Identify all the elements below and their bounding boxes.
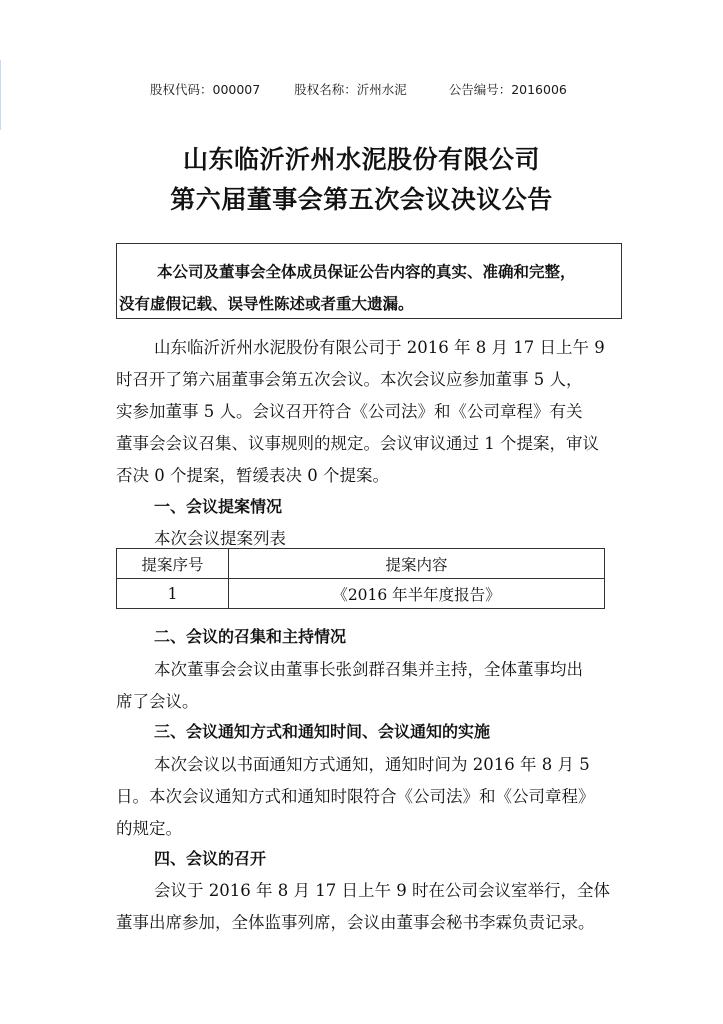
proposal-table (116, 548, 605, 609)
column-header-content: 提案内容 (229, 549, 605, 579)
intro-line-4: 董事会会议召集、议事规则的规定。会议审议通过 1 个提案，审议 (116, 434, 599, 453)
section-3-heading: 三、会议通知方式和通知时间、会议通知的实施 (154, 722, 491, 741)
intro-line-2: 时召开了第六届董事会第五次会议。本次会议应参加董事 5 人， (116, 370, 583, 389)
company-title: 山东临沂沂州水泥股份有限公司 (182, 145, 540, 174)
section-4-heading: 四、会议的召开 (154, 849, 267, 868)
guarantee-line-2: 没有虚假记载、误导性陈述或者重大遗漏。 (119, 295, 414, 313)
intro-line-5: 否决 0 个提案，暂缓表决 0 个提案。 (116, 466, 389, 485)
proposal-number-cell: 1 (117, 579, 229, 609)
scan-edge-line (0, 60, 5, 130)
section-2-line-1: 本次董事会会议由董事长张剑群召集并主持，全体董事均出 (154, 660, 583, 679)
table-row (117, 579, 605, 609)
intro-line-1: 山东临沂沂州水泥股份有限公司于 2016 年 8 月 17 日上午 9 (154, 338, 605, 357)
intro-line-3: 实参加董事 5 人。会议召开符合《公司法》和《公司章程》有关 (116, 402, 583, 421)
stock-name: 股权名称：沂州水泥 (294, 82, 407, 97)
section-1-heading: 一、会议提案情况 (154, 497, 283, 516)
section-2-line-2: 席了会议。 (116, 692, 199, 711)
table-caption: 本次会议提案列表 (154, 529, 286, 548)
section-2-heading: 二、会议的召集和主持情况 (154, 627, 347, 646)
section-3-line-1: 本次会议以书面通知方式通知，通知时间为 2016 年 8 月 5 (154, 755, 590, 774)
proposal-content-cell: 《2016 年半年度报告》 (229, 579, 605, 609)
section-3-line-3: 的规定。 (116, 819, 182, 838)
section-4-line-1: 会议于 2016 年 8 月 17 日上午 9 时在公司会议室举行，全体 (154, 881, 610, 900)
notice-number: 公告编号：2016006 (448, 82, 567, 97)
table-header-row (117, 549, 605, 579)
section-3-line-2: 日。本次会议通知方式和通知时限符合《公司法》和《公司章程》 (116, 787, 595, 806)
stock-code: 股权代码：000007 (150, 82, 261, 97)
section-4-line-2: 董事出席参加，全体监事列席，会议由董事会秘书李霖负责记录。 (116, 913, 595, 932)
announcement-title: 第六届董事会第五次会议决议公告 (170, 185, 553, 214)
guarantee-notice-box (116, 243, 622, 319)
column-header-number: 提案序号 (117, 549, 229, 579)
guarantee-line-1: 本公司及董事会全体成员保证公告内容的真实、准确和完整， (157, 263, 576, 281)
announcement-header (150, 80, 567, 98)
